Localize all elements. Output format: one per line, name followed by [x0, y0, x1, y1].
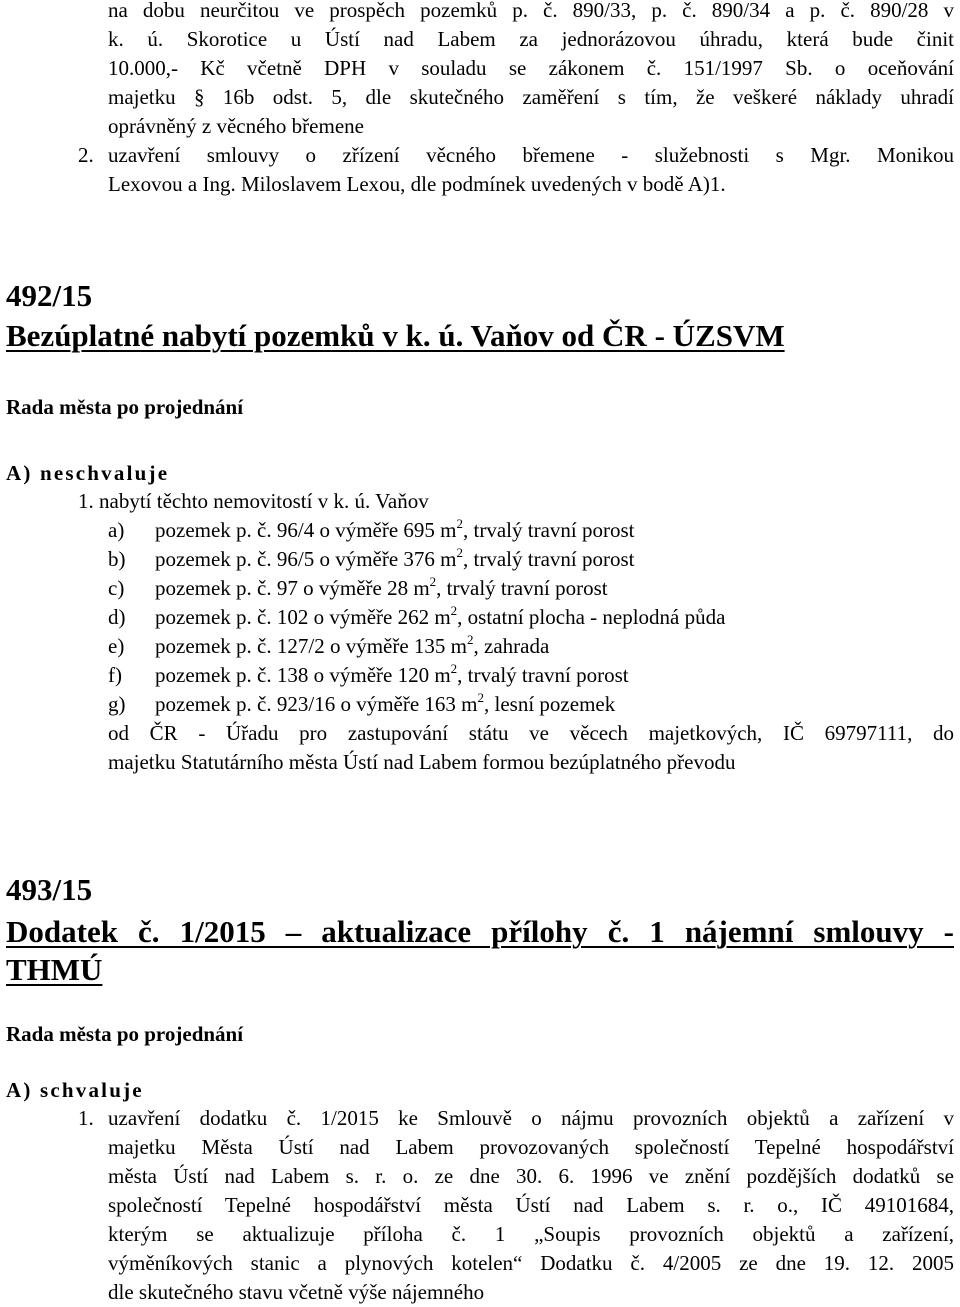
intro-line-2: k. ú. Skorotice u Ústí nad Labem za jednorázovou úhradu, která bude činit	[108, 27, 954, 51]
closing-line-2: majetku Statutárního města Ústí nad Labem formou bezúplatného převodu	[108, 750, 736, 774]
parcel-item: e) pozemek p. č. 127/2 o výměře 135 $m^2$, zahrada	[108, 632, 550, 658]
closing-line-1: od ČR - Úřadu pro zastupování státu ve věcech majetkových, IČ 69797111, do	[108, 721, 954, 745]
resolution-label: A) neschvaluje	[6, 461, 170, 485]
resolution-item-line-5: kterým se aktualizuje příloha č. 1 „Soupis provozních objektů a zařízení,	[108, 1222, 954, 1246]
resolution-item-line-6: výměníkových stanic a plynových kotelen“ Dodatku č. 4/2005 ze dne 19. 12. 2005	[108, 1251, 954, 1275]
resolution-item-line-3: města Ústí nad Labem s. r. o. ze dne 30. 6. 1996 ve znění pozdějších dodatků se	[108, 1164, 954, 1188]
resolution-item-line-2: majetku Města Ústí nad Labem provozovaných společností Tepelné hospodářství	[108, 1135, 954, 1159]
parcel-item: g) pozemek p. č. 923/16 o výměře 163 $m^2$, lesní pozemek	[108, 690, 616, 716]
section-number: 493/15	[6, 872, 93, 907]
resolution-item-line-1: uzavření dodatku č. 1/2015 ke Smlouvě o nájmu provozních objektů a zařízení v	[108, 1106, 954, 1130]
resolution-item-number: 1.	[78, 1106, 94, 1130]
parcel-item: d) pozemek p. č. 102 o výměře 262 $m^2$, ostatní plocha - neplodná půda	[108, 603, 726, 629]
intro-item-2-number: 2.	[78, 143, 94, 167]
parcel-item: f) pozemek p. č. 138 o výměře 120 $m^2$, trvalý travní porost	[108, 661, 629, 687]
parcel-item: c) pozemek p. č. 97 o výměře 28 $m^2$, trvalý travní porost	[108, 574, 608, 600]
section-title-line-2: THMÚ	[6, 952, 103, 987]
resolution-item-1: 1. nabytí těchto nemovitostí v k. ú. Vaňov	[78, 489, 429, 513]
intro-line-4: majetku § 16b odst. 5, dle skutečného zaměření s tím, že veškeré náklady uhradí	[108, 85, 954, 109]
section-number: 492/15	[6, 278, 93, 313]
parcel-item: a) pozemek p. č. 96/4 o výměře 695 $m^2$, trvalý travní porost	[108, 516, 635, 542]
intro-line-1: na dobu neurčitou ve prospěch pozemků p. č. 890/33, p. č. 890/34 a p. č. 890/28 v	[108, 0, 954, 22]
intro-line-3: 10.000,- Kč včetně DPH v souladu se zákonem č. 151/1997 Sb. o oceňování	[108, 56, 954, 80]
council-heading: Rada města po projednání	[6, 1022, 244, 1046]
section-title-line-1: Dodatek č. 1/2015 – aktualizace přílohy č. 1 nájemní smlouvy -	[6, 914, 954, 949]
intro-line-5: oprávněný z věcného břemene	[108, 114, 364, 138]
council-heading: Rada města po projednání	[6, 395, 244, 419]
intro-item-2-line-1: uzavření smlouvy o zřízení věcného břemene - služebnosti s Mgr. Monikou	[108, 143, 954, 167]
resolution-item-line-4: společností Tepelné hospodářství města Ústí nad Labem s. r. o., IČ 49101684,	[108, 1193, 954, 1217]
parcel-item: b) pozemek p. č. 96/5 o výměře 376 $m^2$, trvalý travní porost	[108, 545, 635, 571]
section-title: Bezúplatné nabytí pozemků v k. ú. Vaňov od ČR - ÚZSVM	[6, 318, 785, 353]
intro-item-2-line-2: Lexovou a Ing. Miloslavem Lexou, dle podmínek uvedených v bodě A)1.	[108, 172, 726, 196]
resolution-label: A) schvaluje	[6, 1078, 144, 1102]
resolution-item-line-7: dle skutečného stavu včetně výše nájemného	[108, 1280, 485, 1304]
